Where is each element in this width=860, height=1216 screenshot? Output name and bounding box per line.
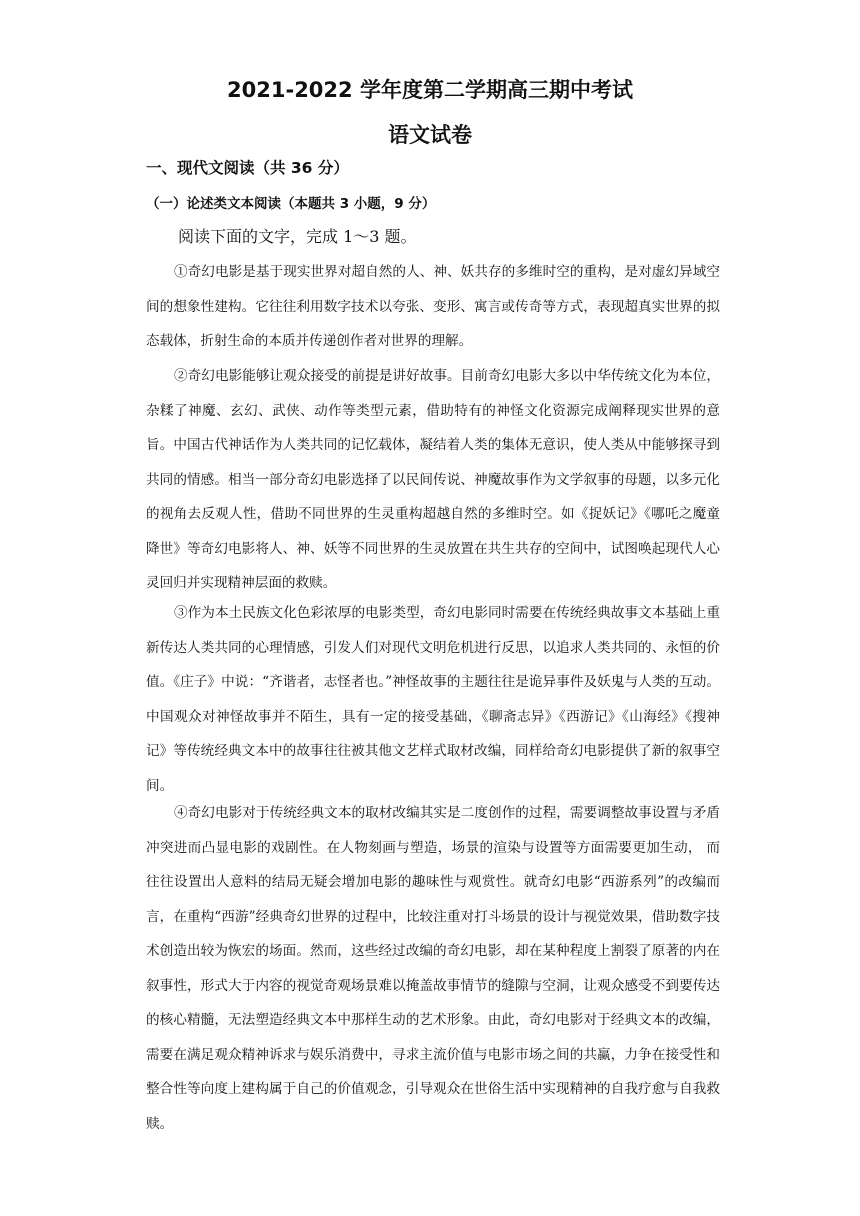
exam-subtitle: 语文试卷: [388, 123, 472, 147]
paragraph-2: ②奇幻电影能够让观众接受的前提是讲好故事。目前奇幻电影大多以中华传统文化为本位，杂糅了神魔、玄幻、武侠、动作等类型元素，借助特有的神怪文化资源完成阐释现实世界的意旨。中国古代神话作为人类共同的记忆载体，凝结着人类的集体无意识，使人类从中能够探寻到共同的情感。相当一部分奇幻电影选择了以民间传说、神魔故事作为文学叙事的母题，以多元化的视角去反观人性，借助不同世界的生灵重构超越自然的多维时空。如《捉妖记》《哪吒之魔童降世》等奇幻电影将人、神、妖等不同世界的生灵放置在共生共存的空间中，试图唤起现代人心灵回归并实现精神层面的救赎。: [146, 368, 720, 591]
subsection-heading: （一）论述类文本阅读（本题共 3 小题，9 分）: [146, 196, 436, 212]
section-heading: 一、现代文阅读（共 36 分）: [146, 159, 349, 177]
exam-title: 2021-2022 学年度第二学期高三期中考试: [227, 78, 633, 102]
paragraph-3: ③作为本土民族文化色彩浓厚的电影类型，奇幻电影同时需要在传统经典故事文本基础上重新传达人类共同的心理情感，引发人们对现代文明危机进行反思，以追求人类共同的、永恒的价值。《庄子》中说：“齐谐者，志怪者也。”神怪故事的主题往往是诡异事件及妖鬼与人类的互动。中国观众对神怪故事并不陌生，具有一定的接受基础，《聊斋志异》《西游记》《山海经》《搜神记》等传统经典文本中的故事往往被其他文艺样式取材改编，同样给奇幻电影提供了新的叙事空间。: [146, 605, 720, 794]
paragraph-4: ④奇幻电影对于传统经典文本的取材改编其实是二度创作的过程，需要调整故事设置与矛盾冲突进而凸显电影的戏剧性。在人物刻画与塑造，场景的渲染与设置等方面需要更加生动， 而往往设置出人意料的结局无疑会增加电影的趣味性与观赏性。就奇幻电影“西游系列”的改编而言，在重构“西游”经典奇幻世界的过程中，比较注重对打斗场景的设计与视觉效果，借助数字技术创造出较为恢宏的场面。然而，这些经过改编的奇幻电影，却在某种程度上割裂了原著的内在叙事性，形式大于内容的视觉奇观场景难以掩盖故事情节的缝隙与空洞，让观众感受不到要传达的核心精髓，无法塑造经典文本中那样生动的艺术形象。由此，奇幻电影对于经典文本的改编，需要在满足观众精神诉求与娱乐消费中，寻求主流价值与电影市场之间的共赢，力争在接受性和整合性等向度上建构属于自己的价值观念，引导观众在世俗生活中实现精神的自我疗愈与自我救赎。: [146, 805, 720, 1132]
paragraph-1: ①奇幻电影是基于现实世界对超自然的人、神、妖共存的多维时空的重构，是对虚幻异域空间的想象性建构。它往往利用数字技术以夸张、变形、寓言或传奇等方式，表现超真实世界的拟态载体，折射生命的本质并传递创作者对世界的理解。: [146, 264, 720, 349]
reading-instruction: 阅读下面的文字，完成 1～3 题。: [178, 227, 417, 246]
